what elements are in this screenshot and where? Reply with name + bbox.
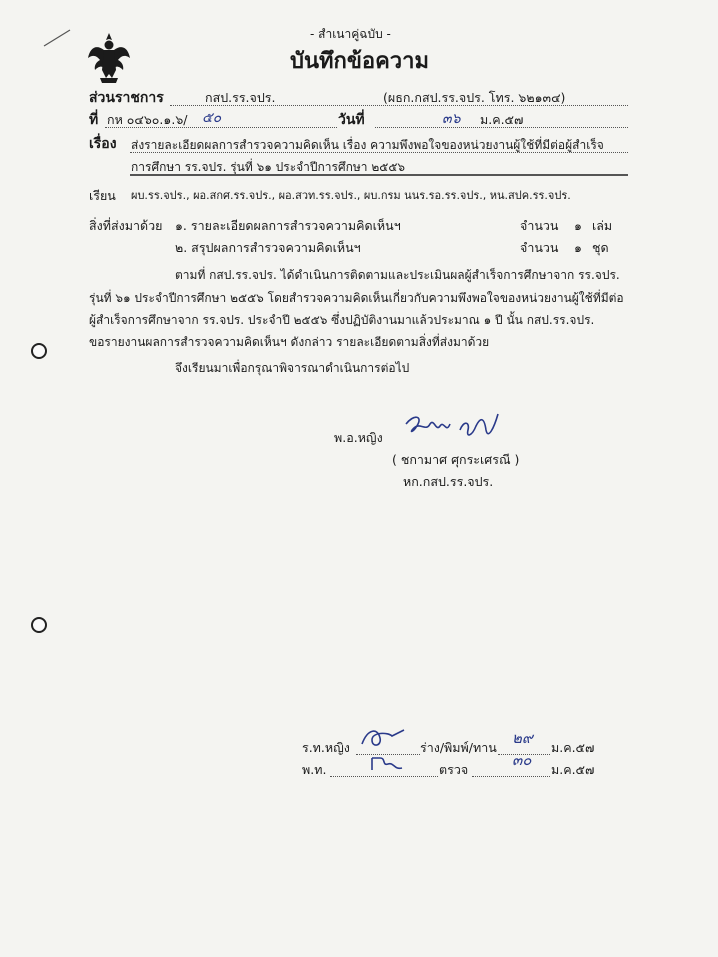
copy-label: - สำเนาคู่ฉบับ - xyxy=(310,27,391,41)
signature-rank: พ.อ.หญิง xyxy=(334,430,383,445)
department-underline xyxy=(170,105,628,106)
footer-row-1-prefix: ร.ท.หญิง xyxy=(302,740,350,755)
scratch-mark xyxy=(42,28,72,48)
signature-position: หก.กสป.รร.จปร. xyxy=(403,474,494,489)
enclosure-item-1: ๑. รายละเอียดผลการสำรวจความคิดเห็นฯ xyxy=(175,218,401,233)
footer-row-1-handwritten: ๒๙ xyxy=(512,729,533,747)
date-underline xyxy=(375,127,628,128)
footer-row-2-prefix: พ.ท. xyxy=(302,762,327,777)
subject-line-1: ส่งรายละเอียดผลการสำรวจความคิดเห็น เรื่อง ความพึงพอใจของหน่วยงานผู้ใช้ที่มีต่อผู้สำเร็จ xyxy=(131,138,604,152)
enclosure-item-1-unit: เล่ม xyxy=(592,218,613,233)
ref-label: ที่ xyxy=(89,112,99,128)
body-paragraph-1-line-1: ตามที่ กสป.รร.จปร. ได้ดำเนินการติดตามและประเมินผลผู้สำเร็จการศึกษาจาก รร.จปร. xyxy=(175,268,620,282)
date-label: วันที่ xyxy=(338,112,365,128)
handwritten-signature-icon xyxy=(402,410,502,446)
addressee-value: ผบ.รร.จปร., ผอ.สกศ.รร.จปร., ผอ.สวท.รร.จปร., ผบ.กรม นนร.รอ.รร.จปร., หน.สปค.รร.จปร. xyxy=(131,189,571,202)
ref-handwritten: ๕๐ xyxy=(202,110,222,126)
department-label: ส่วนราชการ xyxy=(89,90,164,106)
punch-hole-top xyxy=(31,343,47,359)
subject-underline-2 xyxy=(130,174,628,176)
enclosures-label: สิ่งที่ส่งมาด้วย xyxy=(89,218,163,233)
footer-row-2-suffix: ม.ค.๕๗ xyxy=(551,762,595,777)
body-paragraph-1-line-3: ผู้สำเร็จการศึกษาจาก รร.จปร. ประจำปี ๒๕๕๖ ซึ่งปฏิบัติงานมาแล้วประมาณ ๑ ปี นั้น กสป.รร.จปร. xyxy=(89,313,595,327)
subject-underline-1 xyxy=(130,152,628,153)
ref-value: กห ๐๔๖๐.๑.๖/ xyxy=(107,112,188,127)
enclosure-item-2-qty: ๑ xyxy=(574,240,582,255)
department-value: กสป.รร.จปร. xyxy=(205,90,276,105)
footer-row-2-handwritten: ๓๐ xyxy=(512,751,532,769)
date-handwritten: ๓๖ xyxy=(442,111,461,127)
addressee-label: เรียน xyxy=(89,188,116,203)
subject-line-2: การศึกษา รร.จปร. รุ่นที่ ๖๑ ประจำปีการศึกษา ๒๕๕๖ xyxy=(131,160,406,174)
footer-row-2-initials-icon xyxy=(368,752,408,776)
page-title: บันทึกข้อความ xyxy=(290,49,430,74)
footer-row-2-mid: ตรวจ xyxy=(439,762,469,777)
department-contact: (ผธก.กสป.รร.จปร. โทร. ๖๒๑๓๔) xyxy=(383,90,566,105)
body-paragraph-2: จึงเรียนมาเพื่อกรุณาพิจารณาดำเนินการต่อไป xyxy=(175,361,410,375)
enclosure-item-2-qty-label: จำนวน xyxy=(520,240,559,255)
ref-underline xyxy=(105,127,337,128)
enclosure-item-2-unit: ชุด xyxy=(592,240,609,255)
date-value: ม.ค.๕๗ xyxy=(480,112,524,127)
subject-label: เรื่อง xyxy=(89,136,117,152)
enclosure-item-1-qty: ๑ xyxy=(574,218,582,233)
footer-row-1-suffix: ม.ค.๕๗ xyxy=(551,740,595,755)
body-paragraph-1-line-4: ขอรายงานผลการสำรวจความคิดเห็นฯ ดังกล่าว รายละเอียดตามสิ่งที่ส่งมาด้วย xyxy=(89,335,490,349)
enclosure-item-2: ๒. สรุปผลการสำรวจความคิดเห็นฯ xyxy=(175,240,361,255)
punch-hole-bottom xyxy=(31,617,47,633)
garuda-emblem-icon xyxy=(86,30,132,86)
signature-name: ( ชกามาศ ศุกระเศรณี ) xyxy=(392,452,520,467)
footer-row-2-dots-2 xyxy=(472,776,550,777)
footer-row-1-initials-icon xyxy=(358,722,408,752)
body-paragraph-1-line-2: รุ่นที่ ๖๑ ประจำปีการศึกษา ๒๕๕๖ โดยสำรวจความคิดเห็นเกี่ยวกับความพึงพอใจของหน่วยงานผู้ใช้ที่มีต่อ xyxy=(89,291,624,305)
footer-row-1-mid: ร่าง/พิมพ์/ทาน xyxy=(420,740,497,755)
enclosure-item-1-qty-label: จำนวน xyxy=(520,218,559,233)
footer-row-2-dots-1 xyxy=(330,776,438,777)
